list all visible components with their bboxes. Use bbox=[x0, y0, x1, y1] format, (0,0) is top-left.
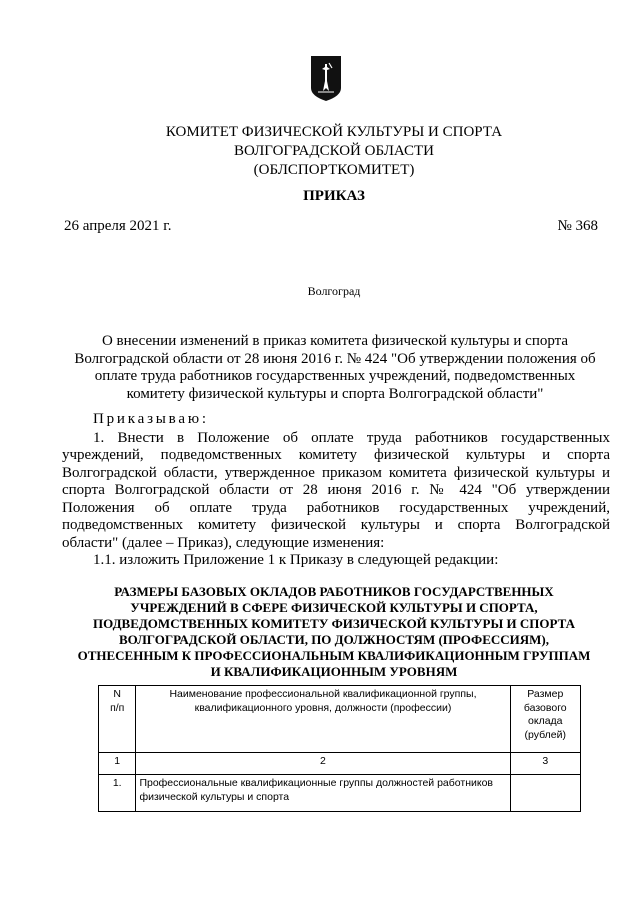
document-number: № 368 bbox=[557, 218, 598, 234]
header-text: Размер bbox=[527, 688, 564, 700]
paragraph-line: области" (далее – Приказ), следующие изменения: bbox=[62, 535, 385, 551]
numbering-cell: 3 bbox=[510, 753, 580, 775]
annex-title-line: ПОДВЕДОМСТВЕННЫХ КОМИТЕТУ ФИЗИЧЕСКОЙ КУЛЬТУРЫ И СПОРТА bbox=[93, 616, 575, 631]
annex-title-line: ВОЛГОГРАДСКОЙ ОБЛАСТИ, ПО ДОЛЖНОСТЯМ (ПРОФЕССИЯМ), bbox=[118, 632, 550, 647]
table-row bbox=[99, 775, 581, 812]
subpoint-text: 1.1. изложить Приложение 1 к Приказу в следующей редакции: bbox=[93, 552, 499, 568]
header-text: базового bbox=[523, 701, 567, 714]
header-text: оклада bbox=[528, 715, 563, 727]
paragraph-line: 1. Внести в Положение об оплате труда работников государственных bbox=[93, 430, 610, 446]
header-cell-number bbox=[99, 686, 136, 753]
row-name bbox=[136, 775, 510, 812]
committee-line: ВОЛГОГРАДСКОЙ ОБЛАСТИ bbox=[234, 143, 434, 159]
committee-line: (ОБЛСПОРТКОМИТЕТ) bbox=[253, 162, 415, 178]
row-number: 1. bbox=[99, 775, 136, 812]
committee-line: КОМИТЕТ ФИЗИЧЕСКОЙ КУЛЬТУРЫ И СПОРТА bbox=[165, 124, 503, 140]
paragraph-line: Положения об оплате труда работников государственных учреждений, bbox=[62, 500, 610, 516]
paragraph-line: учреждений, подведомственных комитету физической культуры и спорта bbox=[62, 447, 610, 463]
annex-title-line: И КВАЛИФИКАЦИОННЫМ УРОВНЯМ bbox=[210, 664, 458, 679]
annex-title-line: ОТНЕСЕННЫМ К ПРОФЕССИОНАЛЬНЫМ КВАЛИФИКАЦИОННЫМ ГРУППАМ bbox=[77, 648, 591, 663]
row-name-line: физической культуры и спорта bbox=[139, 790, 290, 803]
header-cell-salary bbox=[510, 686, 580, 753]
document-city: Волгоград bbox=[307, 284, 361, 298]
volgograd-coat-of-arms-icon bbox=[310, 55, 342, 102]
paragraph-line: Волгоградской области, утвержденное приказом комитета физической культуры и bbox=[62, 465, 610, 481]
table-header-row bbox=[99, 686, 581, 753]
header-text: квалификационного уровня, должности (профессии) bbox=[194, 701, 452, 714]
title-line: О внесении изменений в приказ комитета физической культуры и спорта bbox=[101, 333, 569, 349]
header-text: Наименование профессиональной квалификационной группы, bbox=[169, 688, 477, 700]
annex-title bbox=[60, 584, 608, 680]
document-date: 26 апреля 2021 г. bbox=[64, 218, 172, 234]
header-text: N bbox=[113, 688, 122, 700]
title-line: комитету физической культуры и спорта Волгоградской области" bbox=[126, 385, 544, 402]
header-text: (рублей) bbox=[524, 728, 566, 741]
salary-table bbox=[98, 685, 581, 812]
order-word: Приказываю: bbox=[93, 411, 209, 427]
row-salary bbox=[510, 775, 580, 812]
annex-title-line: УЧРЕЖДЕНИЙ В СФЕРЕ ФИЗИЧЕСКОЙ КУЛЬТУРЫ И СПОРТА, bbox=[130, 600, 538, 615]
document-title bbox=[62, 333, 608, 403]
title-line: оплате труда работников государственных учреждений, подведомственных bbox=[94, 368, 576, 384]
table-numbering-row bbox=[99, 753, 581, 775]
annex-title-line: РАЗМЕРЫ БАЗОВЫХ ОКЛАДОВ РАБОТНИКОВ ГОСУДАРСТВЕННЫХ bbox=[114, 584, 554, 599]
header-text: п/п bbox=[110, 701, 125, 714]
paragraph-line: подведомственных комитету физической культуры и спорта Волгоградской bbox=[62, 517, 610, 533]
paragraph-line: спорта Волгоградской области от 28 июня 2016 г. № 424 "Об утверждении bbox=[62, 482, 610, 498]
committee-name bbox=[60, 123, 608, 180]
numbering-cell: 2 bbox=[136, 753, 510, 775]
title-line: Волгоградской области от 28 июня 2016 г. № 424 "Об утверждении положения об bbox=[74, 350, 596, 367]
numbering-cell: 1 bbox=[99, 753, 136, 775]
row-name-line: Профессиональные квалификационные группы должностей работников bbox=[139, 777, 493, 789]
document-type: ПРИКАЗ bbox=[303, 188, 365, 204]
header-cell-name bbox=[136, 686, 510, 753]
